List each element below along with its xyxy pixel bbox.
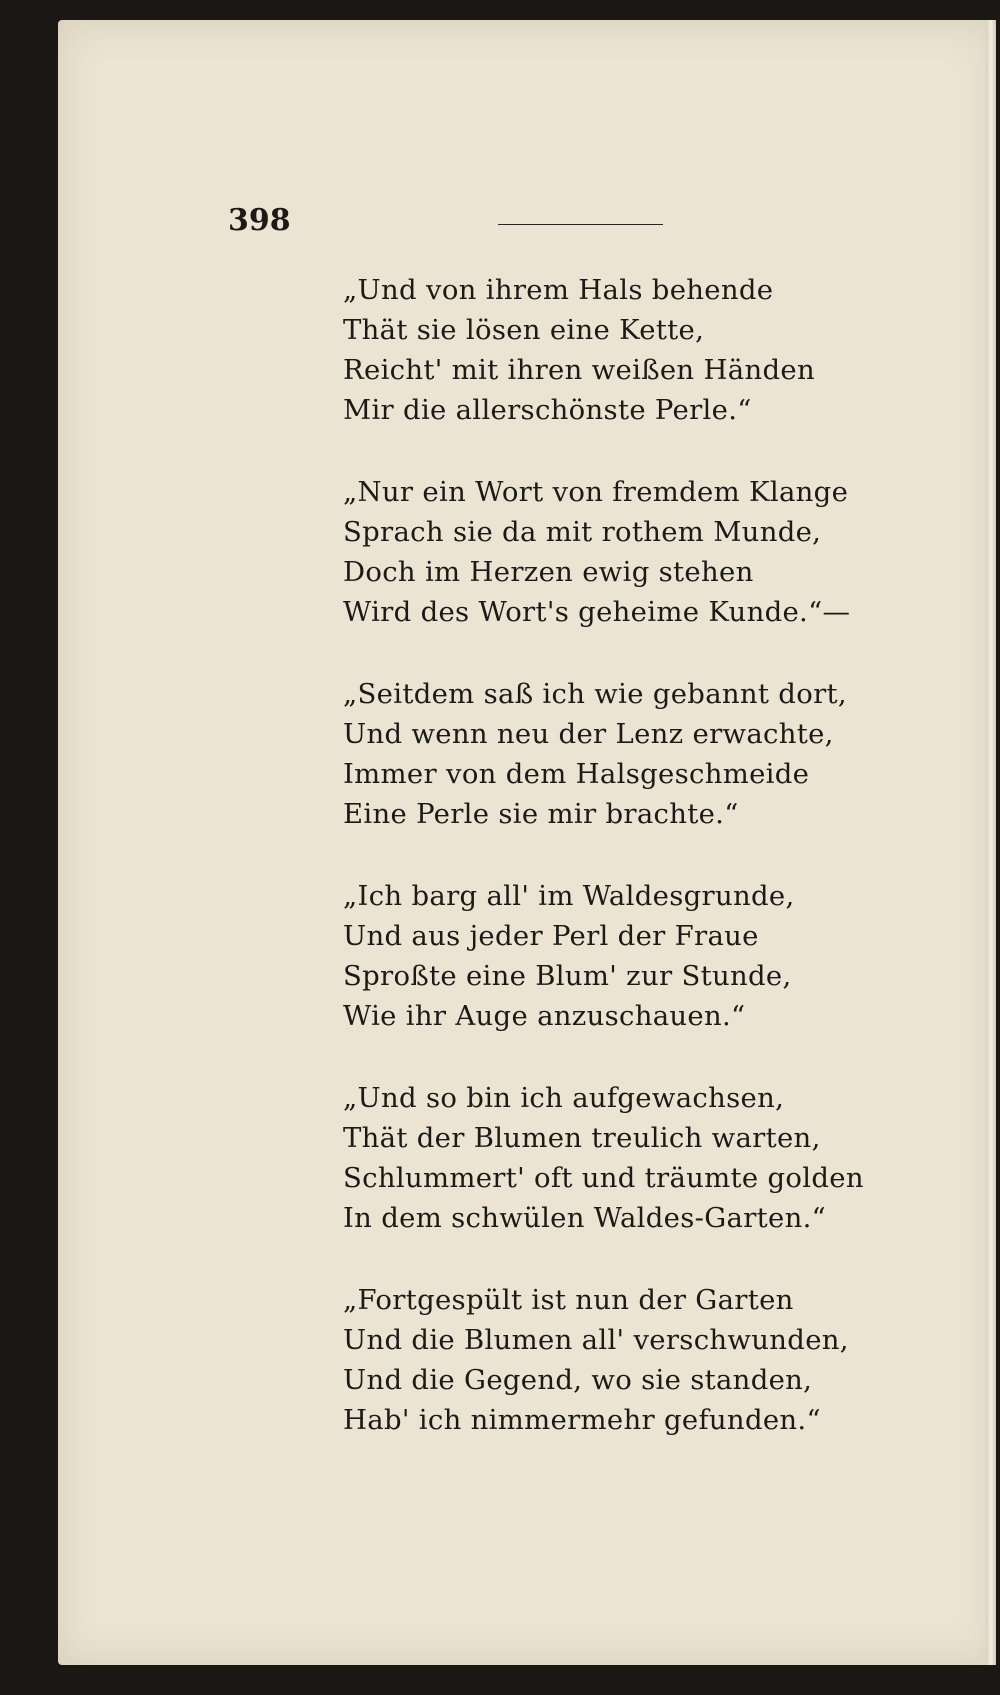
stanza-4 <box>343 876 903 1036</box>
poem-line: Eine Perle sie mir brachte.“ <box>343 798 739 830</box>
poem-line: Schlummert' oft und träumte golden <box>343 1162 864 1194</box>
page-edge <box>986 20 996 1665</box>
poem-line: Thät der Blumen treulich warten, <box>343 1122 821 1154</box>
poem-line: Und die Blumen all' verschwunden, <box>343 1324 849 1356</box>
book-page <box>58 20 996 1665</box>
poem-line: Mir die allerschönste Perle.“ <box>343 394 752 426</box>
header-rule <box>498 224 663 225</box>
poem-line: „Fortgespült ist nun der Garten <box>343 1284 794 1316</box>
poem-line: „Seitdem saß ich wie gebannt dort, <box>343 678 847 710</box>
poem-line: Und aus jeder Perl der Fraue <box>343 920 759 952</box>
poem-line: Wie ihr Auge anzuschauen.“ <box>343 1000 746 1032</box>
stanza-3 <box>343 674 903 834</box>
poem-line: Hab' ich nimmermehr gefunden.“ <box>343 1404 821 1436</box>
poem-line: Sproßte eine Blum' zur Stunde, <box>343 960 792 992</box>
poem-line: Thät sie lösen eine Kette, <box>343 314 705 346</box>
poem-line: Doch im Herzen ewig stehen <box>343 556 754 588</box>
stanza-1 <box>343 270 903 430</box>
poem-line: Reicht' mit ihren weißen Händen <box>343 354 815 386</box>
page-number: 398 <box>228 203 291 238</box>
poem-line: In dem schwülen Waldes-Garten.“ <box>343 1202 827 1234</box>
poem-line: Sprach sie da mit rothem Munde, <box>343 516 822 548</box>
poem-line: Und wenn neu der Lenz erwachte, <box>343 718 834 750</box>
poem-line: „Und so bin ich aufgewachsen, <box>343 1082 785 1114</box>
poem-line: „Nur ein Wort von fremdem Klange <box>343 476 849 508</box>
stanza-2 <box>343 472 903 632</box>
poem-line: „Ich barg all' im Waldesgrunde, <box>343 880 795 912</box>
poem-line: Immer von dem Halsgeschmeide <box>343 758 810 790</box>
poem-line: Wird des Wort's geheime Kunde.“— <box>343 596 851 628</box>
poem <box>343 270 903 1482</box>
poem-line: „Und von ihrem Hals behende <box>343 274 774 306</box>
stanza-6 <box>343 1280 903 1440</box>
stanza-5 <box>343 1078 903 1238</box>
poem-line: Und die Gegend, wo sie standen, <box>343 1364 813 1396</box>
